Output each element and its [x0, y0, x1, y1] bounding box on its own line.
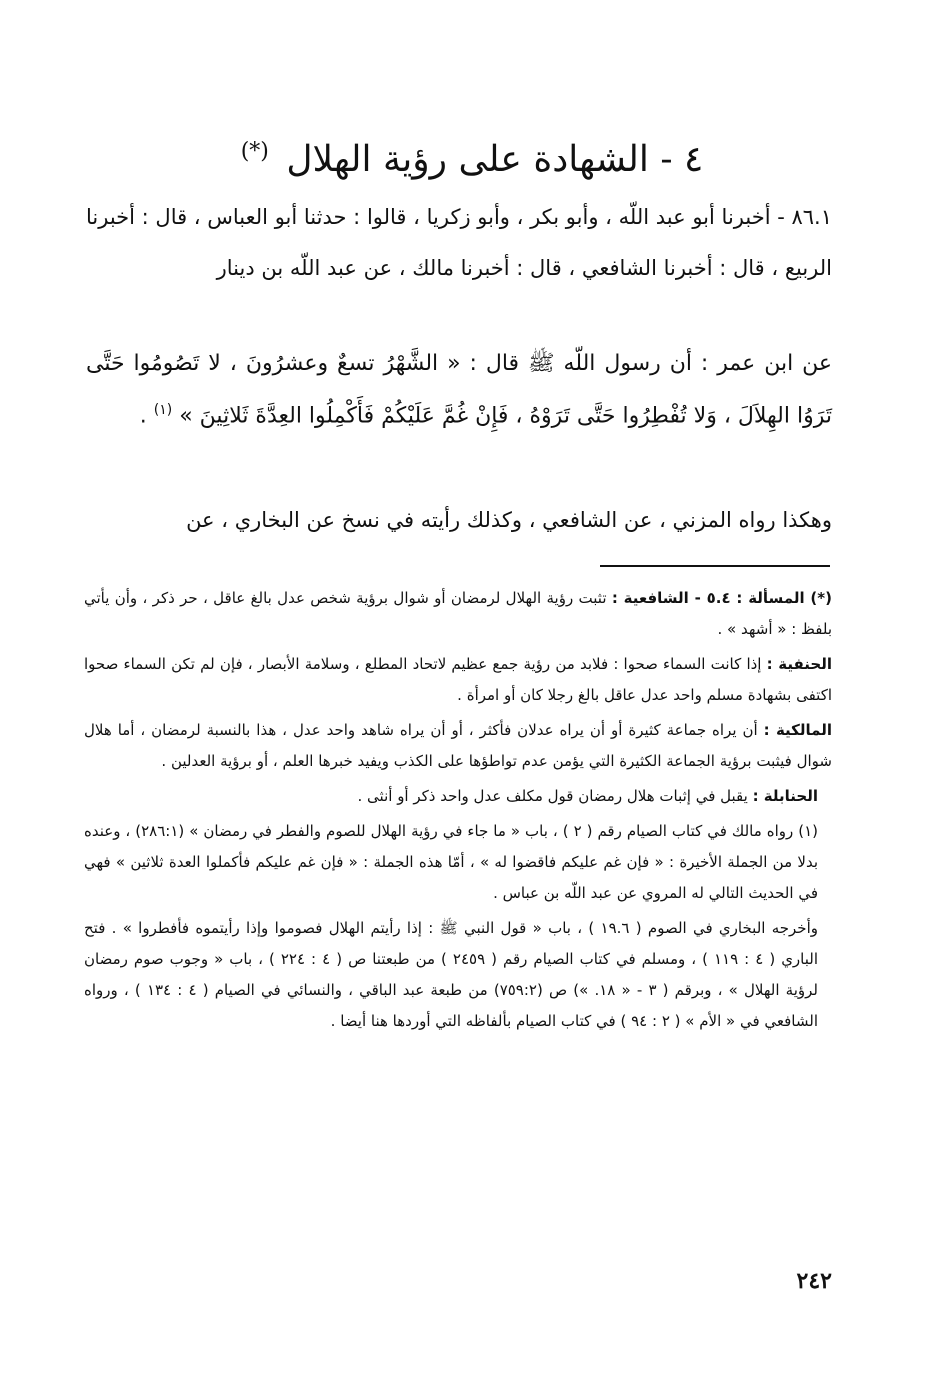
hadith-end: . [139, 403, 154, 429]
footnote-hanafi-text: إذا كانت السماء صحوا : فلابد من رؤية جمع عظيم لاتحاد المطلع ، وسلامة الأبصار ، فإن لم تكن السماء صحوا اكتفى بشهادة مسلم واحد عدل عاقل بالغ رجلا كان أو امرأة . [84, 655, 832, 704]
footnote-hanbali-label: الحنابلة : [752, 787, 818, 805]
footnote-1: (١) رواه مالك في كتاب الصيام رقم ( ٢ ) ، باب « ما جاء في رؤية الهلال للصوم والفطر في رمضان » (٢٨٦:١) ، وعنده بدلا من الجملة الأخيرة : « فإن غم عليكم فاقضوا له » ، أمّا هذه الجملة : « فإن غم عليكم فأكملوا العدة ثلاثين » فهي في الحديث التالي له المروي عن عبد اللّه بن عباس . [84, 822, 818, 902]
footnote-1-continued: وأخرجه البخاري في الصوم ( ١٩.٦ ) ، باب « قول النبي ﷺ : إذا رأيتم الهلال فصوموا وإذا رأيتموه فأفطروا » . فتح الباري ( ٤ : ١١٩ ) ، ومسلم في كتاب الصيام رقم ( ٢٤٥٩ ) من طبعتنا ص ( ٤ : ٢٢٤ ) ، باب « وجوب صوم رمضان لرؤية الهلال » ، وبرقم ( ٣ - « ١٨. ») ص (٧٥٩:٢) من طبعة عبد الباقي ، والنسائي في الصيام ( ٤ : ١٣٤ ) ، ورواه الشافعي في « الأم » ( ٢ : ٩٤ ) في كتاب الصيام بألفاظه التي أوردها هنا أيضا . [84, 919, 819, 1030]
hadith-footnote-ref: (١) [153, 402, 173, 418]
footnote-hanafi-label: الحنفية : [766, 655, 832, 673]
footnote-maliki [84, 715, 832, 777]
hadith-body [86, 340, 832, 439]
footnote-maliki-label: المالكية : [763, 721, 832, 739]
page-number: ٢٤٢ [796, 1268, 832, 1294]
section-title [150, 122, 794, 190]
continuation-text: وهكذا رواه المزني ، عن الشافعي ، وكذلك رأيته في نسخ عن البخاري ، عن [186, 508, 832, 532]
footnote-masala-label: (*) المسألة : ٥.٤ - الشافعية : [611, 589, 832, 607]
continuation-paragraph [86, 495, 832, 546]
footnote-divider [600, 565, 830, 567]
footnotes [84, 583, 832, 1041]
footnote-hanbali-text: يقبل في إثبات هلال رمضان قول مكلف عدل واحد ذكر أو أنثى . [357, 787, 753, 805]
isnad-paragraph [86, 192, 832, 294]
footnote-masala [84, 583, 832, 645]
footnote-hanbali [84, 781, 832, 812]
footnote-marker: (*) [240, 139, 269, 164]
hadith-paragraph [86, 340, 832, 439]
hadith-text: عن ابن عمر : أن رسول اللّه ﷺ قال : « الشَّهْرُ تسعٌ وعشرُونَ ، لا تَصُومُوا حَتَّى تَرَوُا الهِلاَلَ ، وَلا تُفْطِرُوا حَتَّى تَرَوْهُ ، فَإِنْ غُمَّ عَلَيْكُمْ فَأَكْمِلُوا العِدَّةَ ثَلاثِينَ » [86, 351, 832, 429]
footnote-hanafi [84, 649, 832, 711]
footnote-maliki-text: أن يراه جماعة كثيرة أو أن يراه عدلان فأكثر ، أو أن يراه شاهد واحد عدل ، هذا بالنسبة لرمضان ، أما هلال شوال فيثبت برؤية الجماعة الكثيرة التي يؤمن عدم تواطؤها على الكذب ويفيد خبرها العلم ، أو برؤية العدلين . [84, 721, 832, 770]
footnote-masala-text: تثبت رؤية الهلال لرمضان أو شوال برؤية شخص عدل بالغ عاقل ، حر ذكر ، وأن يأتي بلفظ : « أشهد » . [84, 589, 832, 638]
isnad-text: ٨٦.١ - أخبرنا أبو عبد اللّه ، وأبو بكر ، وأبو زكريا ، قالوا : حدثنا أبو العباس ، قال : أخبرنا الربيع ، قال : أخبرنا الشافعي ، قال : أخبرنا مالك ، عن عبد اللّه بن دينار [86, 205, 832, 280]
section-title-text: ٤ - الشهادة على رؤية الهلال [286, 139, 704, 180]
